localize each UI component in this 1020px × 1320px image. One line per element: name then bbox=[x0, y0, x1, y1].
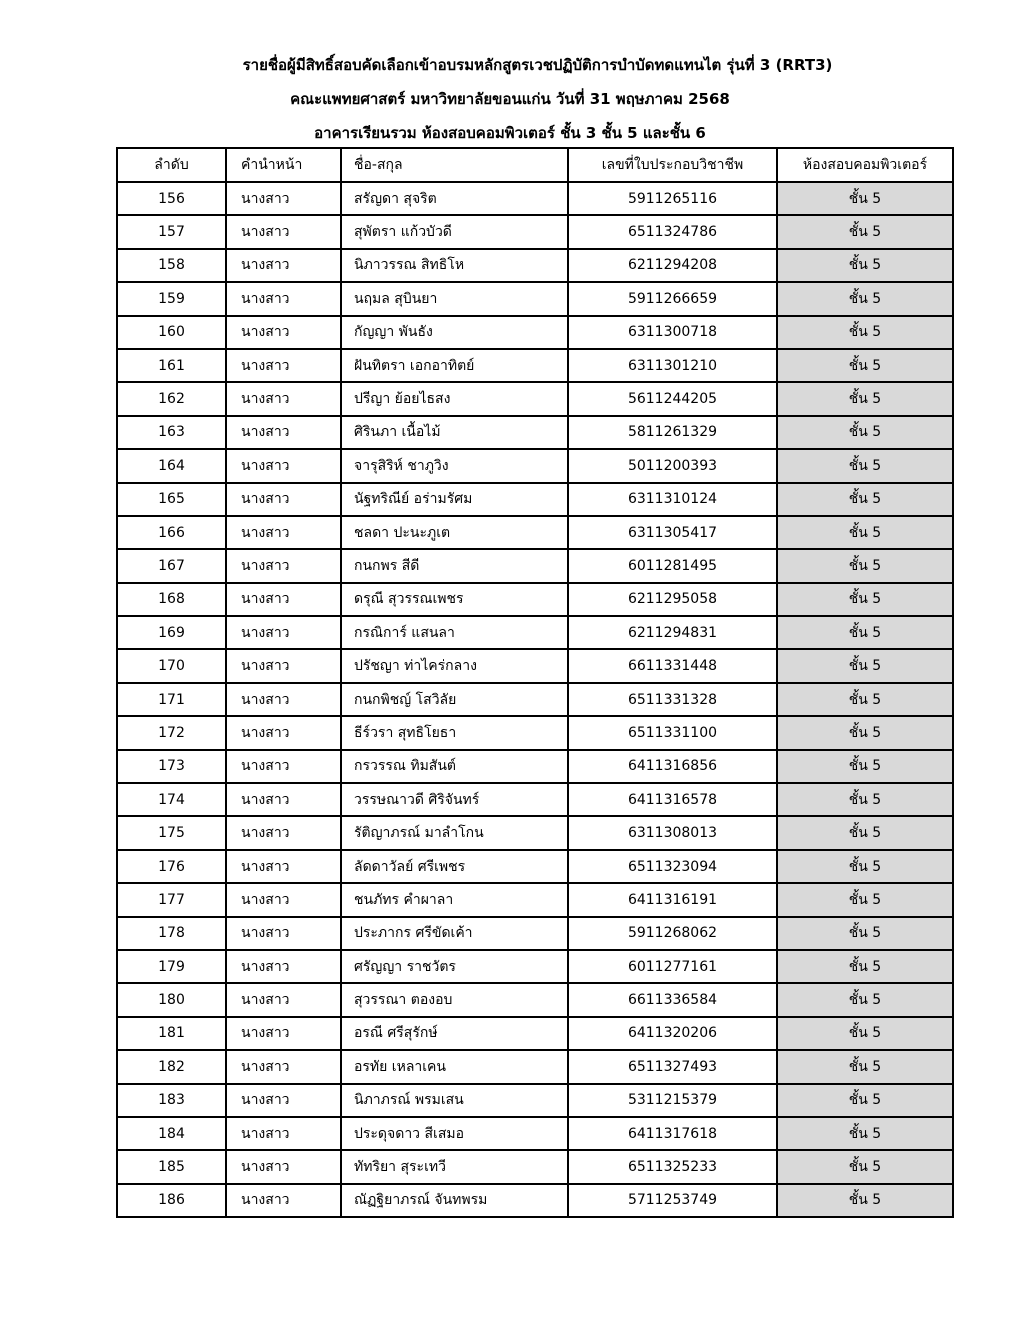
cell-name: ปรัชญา ท่าไคร่กลาง bbox=[341, 649, 568, 682]
cell-prefix: นางสาว bbox=[226, 1017, 341, 1050]
cell-prefix: นางสาว bbox=[226, 316, 341, 349]
cell-exam-room: ชั้น 5 bbox=[777, 783, 953, 816]
cell-license: 5011200393 bbox=[568, 449, 777, 482]
table-row bbox=[117, 616, 953, 649]
cell-order: 173 bbox=[117, 750, 226, 783]
cell-prefix: นางสาว bbox=[226, 883, 341, 916]
cell-name: ทัทริยา สุระเทวี bbox=[341, 1150, 568, 1183]
cell-prefix: นางสาว bbox=[226, 382, 341, 415]
cell-license: 6411317618 bbox=[568, 1117, 777, 1150]
table-row bbox=[117, 249, 953, 282]
column-header-order: ลำดับ bbox=[117, 148, 226, 182]
table-row bbox=[117, 917, 953, 950]
table-row bbox=[117, 449, 953, 482]
cell-order: 177 bbox=[117, 883, 226, 916]
cell-license: 6311300718 bbox=[568, 316, 777, 349]
cell-order: 170 bbox=[117, 649, 226, 682]
document-header bbox=[0, 50, 1020, 152]
cell-license: 6311310124 bbox=[568, 483, 777, 516]
document-subtitle-faculty-date: คณะแพทยศาสตร์ มหาวิทยาลัยขอนแก่น วันที่ 31 พฤษภาคม 2568 bbox=[290, 90, 730, 108]
cell-prefix: นางสาว bbox=[226, 349, 341, 382]
cell-order: 164 bbox=[117, 449, 226, 482]
cell-order: 163 bbox=[117, 416, 226, 449]
cell-name: ธีร์วรา สุทธิโยธา bbox=[341, 716, 568, 749]
cell-name: ปรีญา ย้อยไธสง bbox=[341, 382, 568, 415]
cell-name: สุวรรณา ตองอบ bbox=[341, 983, 568, 1016]
cell-prefix: นางสาว bbox=[226, 850, 341, 883]
table-row bbox=[117, 1084, 953, 1117]
cell-order: 186 bbox=[117, 1184, 226, 1217]
cell-order: 179 bbox=[117, 950, 226, 983]
cell-license: 6311308013 bbox=[568, 816, 777, 849]
table-row bbox=[117, 750, 953, 783]
cell-name: ศรัญญา ราชวัตร bbox=[341, 950, 568, 983]
cell-exam-room: ชั้น 5 bbox=[777, 1084, 953, 1117]
cell-license: 6611331448 bbox=[568, 649, 777, 682]
cell-exam-room: ชั้น 5 bbox=[777, 182, 953, 215]
document-title: รายชื่อผู้มีสิทธิ์สอบคัดเลือกเข้าอบรมหลักสูตรเวชปฏิบัติการบำบัดทดแทนไต รุ่นที่ 3 (RRT3) bbox=[242, 56, 833, 74]
cell-exam-room: ชั้น 5 bbox=[777, 616, 953, 649]
cell-prefix: นางสาว bbox=[226, 1117, 341, 1150]
cell-order: 169 bbox=[117, 616, 226, 649]
cell-name: ประภากร ศรีขัดเค้า bbox=[341, 917, 568, 950]
cell-prefix: นางสาว bbox=[226, 649, 341, 682]
cell-exam-room: ชั้น 5 bbox=[777, 950, 953, 983]
cell-order: 165 bbox=[117, 483, 226, 516]
cell-exam-room: ชั้น 5 bbox=[777, 316, 953, 349]
cell-exam-room: ชั้น 5 bbox=[777, 1117, 953, 1150]
cell-exam-room: ชั้น 5 bbox=[777, 1050, 953, 1083]
table-row bbox=[117, 983, 953, 1016]
cell-license: 5911268062 bbox=[568, 917, 777, 950]
cell-exam-room: ชั้น 5 bbox=[777, 649, 953, 682]
cell-order: 168 bbox=[117, 583, 226, 616]
cell-exam-room: ชั้น 5 bbox=[777, 249, 953, 282]
cell-license: 6511331328 bbox=[568, 683, 777, 716]
cell-order: 160 bbox=[117, 316, 226, 349]
cell-exam-room: ชั้น 5 bbox=[777, 516, 953, 549]
cell-name: ประดุจดาว สีเสมอ bbox=[341, 1117, 568, 1150]
table-row bbox=[117, 1017, 953, 1050]
cell-exam-room: ชั้น 5 bbox=[777, 716, 953, 749]
cell-prefix: นางสาว bbox=[226, 483, 341, 516]
cell-exam-room: ชั้น 5 bbox=[777, 917, 953, 950]
cell-order: 159 bbox=[117, 282, 226, 315]
cell-license: 6511327493 bbox=[568, 1050, 777, 1083]
table-row bbox=[117, 215, 953, 248]
table-row bbox=[117, 816, 953, 849]
cell-order: 174 bbox=[117, 783, 226, 816]
cell-name: สรัญดา สุจริต bbox=[341, 182, 568, 215]
cell-name: กนกพิชญ์ โสวิลัย bbox=[341, 683, 568, 716]
cell-name: ศิรินภา เนื้อไม้ bbox=[341, 416, 568, 449]
cell-exam-room: ชั้น 5 bbox=[777, 883, 953, 916]
table-row bbox=[117, 1050, 953, 1083]
cell-exam-room: ชั้น 5 bbox=[777, 349, 953, 382]
cell-license: 6211295058 bbox=[568, 583, 777, 616]
table-row bbox=[117, 783, 953, 816]
cell-prefix: นางสาว bbox=[226, 716, 341, 749]
table-row bbox=[117, 649, 953, 682]
column-header-license: เลขที่ใบประกอบวิชาชีพ bbox=[568, 148, 777, 182]
cell-prefix: นางสาว bbox=[226, 215, 341, 248]
cell-name: นิภาภรณ์ พรมเสน bbox=[341, 1084, 568, 1117]
cell-name: ณัฏฐิยาภรณ์ จันทพรม bbox=[341, 1184, 568, 1217]
cell-exam-room: ชั้น 5 bbox=[777, 816, 953, 849]
cell-name: นฤมล สุบินยา bbox=[341, 282, 568, 315]
cell-name: สุพัตรา แก้วบัวดี bbox=[341, 215, 568, 248]
table-body bbox=[117, 182, 953, 1217]
cell-license: 6511324786 bbox=[568, 215, 777, 248]
cell-exam-room: ชั้น 5 bbox=[777, 850, 953, 883]
cell-license: 6311301210 bbox=[568, 349, 777, 382]
cell-exam-room: ชั้น 5 bbox=[777, 583, 953, 616]
cell-license: 6311305417 bbox=[568, 516, 777, 549]
cell-exam-room: ชั้น 5 bbox=[777, 483, 953, 516]
cell-exam-room: ชั้น 5 bbox=[777, 750, 953, 783]
cell-exam-room: ชั้น 5 bbox=[777, 1150, 953, 1183]
cell-license: 5611244205 bbox=[568, 382, 777, 415]
cell-prefix: นางสาว bbox=[226, 516, 341, 549]
cell-order: 176 bbox=[117, 850, 226, 883]
candidate-table bbox=[116, 147, 954, 1218]
cell-name: นัฐทริณีย์ อร่ามรัศม bbox=[341, 483, 568, 516]
table-row bbox=[117, 382, 953, 415]
cell-order: 167 bbox=[117, 549, 226, 582]
cell-license: 5711253749 bbox=[568, 1184, 777, 1217]
cell-order: 171 bbox=[117, 683, 226, 716]
cell-prefix: นางสาว bbox=[226, 1050, 341, 1083]
cell-prefix: นางสาว bbox=[226, 917, 341, 950]
table-row bbox=[117, 1150, 953, 1183]
table-row bbox=[117, 516, 953, 549]
cell-prefix: นางสาว bbox=[226, 416, 341, 449]
cell-exam-room: ชั้น 5 bbox=[777, 382, 953, 415]
table-row bbox=[117, 850, 953, 883]
cell-order: 180 bbox=[117, 983, 226, 1016]
table-row bbox=[117, 483, 953, 516]
document-subtitle-location: อาคารเรียนรวม ห้องสอบคอมพิวเตอร์ ชั้น 3 ชั้น 5 และชั้น 6 bbox=[314, 124, 706, 142]
cell-license: 6411320206 bbox=[568, 1017, 777, 1050]
cell-license: 6211294208 bbox=[568, 249, 777, 282]
cell-order: 182 bbox=[117, 1050, 226, 1083]
table-row bbox=[117, 416, 953, 449]
cell-name: นิภาวรรณ สิทธิโห bbox=[341, 249, 568, 282]
cell-prefix: นางสาว bbox=[226, 816, 341, 849]
cell-license: 6411316856 bbox=[568, 750, 777, 783]
cell-exam-room: ชั้น 5 bbox=[777, 983, 953, 1016]
cell-license: 6011277161 bbox=[568, 950, 777, 983]
cell-exam-room: ชั้น 5 bbox=[777, 215, 953, 248]
cell-name: ชนภัทร คำผาลา bbox=[341, 883, 568, 916]
cell-order: 158 bbox=[117, 249, 226, 282]
cell-license: 6511323094 bbox=[568, 850, 777, 883]
table-row bbox=[117, 950, 953, 983]
cell-license: 6411316191 bbox=[568, 883, 777, 916]
table-row bbox=[117, 316, 953, 349]
cell-order: 166 bbox=[117, 516, 226, 549]
column-header-name: ชื่อ-สกุล bbox=[341, 148, 568, 182]
cell-prefix: นางสาว bbox=[226, 1084, 341, 1117]
cell-order: 183 bbox=[117, 1084, 226, 1117]
cell-name: วรรษณาวดี ศิริจันทร์ bbox=[341, 783, 568, 816]
cell-name: กนกพร สีดี bbox=[341, 549, 568, 582]
cell-order: 157 bbox=[117, 215, 226, 248]
cell-license: 5811261329 bbox=[568, 416, 777, 449]
cell-name: ดรุณี สุวรรณเพชร bbox=[341, 583, 568, 616]
cell-name: ชลดา ปะนะภูเต bbox=[341, 516, 568, 549]
cell-prefix: นางสาว bbox=[226, 950, 341, 983]
cell-order: 184 bbox=[117, 1117, 226, 1150]
table-row bbox=[117, 583, 953, 616]
cell-name: ลัดดาวัลย์ ศรีเพชร bbox=[341, 850, 568, 883]
table-row bbox=[117, 1117, 953, 1150]
cell-license: 6511325233 bbox=[568, 1150, 777, 1183]
cell-prefix: นางสาว bbox=[226, 750, 341, 783]
cell-name: กรณิการ์ แสนลา bbox=[341, 616, 568, 649]
cell-order: 162 bbox=[117, 382, 226, 415]
cell-prefix: นางสาว bbox=[226, 449, 341, 482]
cell-order: 175 bbox=[117, 816, 226, 849]
cell-order: 161 bbox=[117, 349, 226, 382]
cell-exam-room: ชั้น 5 bbox=[777, 449, 953, 482]
cell-prefix: นางสาว bbox=[226, 182, 341, 215]
cell-prefix: นางสาว bbox=[226, 249, 341, 282]
cell-exam-room: ชั้น 5 bbox=[777, 549, 953, 582]
cell-exam-room: ชั้น 5 bbox=[777, 282, 953, 315]
table-row bbox=[117, 549, 953, 582]
cell-license: 6511331100 bbox=[568, 716, 777, 749]
cell-name: กรวรรณ ทิมสันต์ bbox=[341, 750, 568, 783]
cell-exam-room: ชั้น 5 bbox=[777, 683, 953, 716]
cell-name: อรทัย เหลาเคน bbox=[341, 1050, 568, 1083]
cell-license: 5911265116 bbox=[568, 182, 777, 215]
cell-exam-room: ชั้น 5 bbox=[777, 416, 953, 449]
cell-exam-room: ชั้น 5 bbox=[777, 1184, 953, 1217]
cell-prefix: นางสาว bbox=[226, 282, 341, 315]
cell-prefix: นางสาว bbox=[226, 1184, 341, 1217]
cell-order: 185 bbox=[117, 1150, 226, 1183]
table-row bbox=[117, 282, 953, 315]
cell-name: กัญญา พันธัง bbox=[341, 316, 568, 349]
table-row bbox=[117, 883, 953, 916]
column-header-exam-room: ห้องสอบคอมพิวเตอร์ bbox=[777, 148, 953, 182]
cell-name: ฝันทิตรา เอกอาทิตย์ bbox=[341, 349, 568, 382]
cell-license: 5311215379 bbox=[568, 1084, 777, 1117]
cell-license: 6611336584 bbox=[568, 983, 777, 1016]
table-row bbox=[117, 1184, 953, 1217]
table-header-row bbox=[117, 148, 953, 182]
cell-prefix: นางสาว bbox=[226, 683, 341, 716]
table-row bbox=[117, 716, 953, 749]
cell-order: 181 bbox=[117, 1017, 226, 1050]
cell-prefix: นางสาว bbox=[226, 549, 341, 582]
cell-order: 156 bbox=[117, 182, 226, 215]
cell-order: 178 bbox=[117, 917, 226, 950]
cell-prefix: นางสาว bbox=[226, 983, 341, 1016]
cell-prefix: นางสาว bbox=[226, 616, 341, 649]
cell-name: จารุสิริห์ ชาภูวิง bbox=[341, 449, 568, 482]
cell-name: รัติญาภรณ์ มาลำโกน bbox=[341, 816, 568, 849]
cell-prefix: นางสาว bbox=[226, 783, 341, 816]
cell-order: 172 bbox=[117, 716, 226, 749]
table-row bbox=[117, 349, 953, 382]
cell-name: อรณี ศรีสุรักษ์ bbox=[341, 1017, 568, 1050]
column-header-prefix: คำนำหน้า bbox=[226, 148, 341, 182]
cell-license: 5911266659 bbox=[568, 282, 777, 315]
cell-prefix: นางสาว bbox=[226, 1150, 341, 1183]
cell-exam-room: ชั้น 5 bbox=[777, 1017, 953, 1050]
cell-prefix: นางสาว bbox=[226, 583, 341, 616]
cell-license: 6411316578 bbox=[568, 783, 777, 816]
cell-license: 6211294831 bbox=[568, 616, 777, 649]
cell-license: 6011281495 bbox=[568, 549, 777, 582]
table-row bbox=[117, 182, 953, 215]
table-row bbox=[117, 683, 953, 716]
